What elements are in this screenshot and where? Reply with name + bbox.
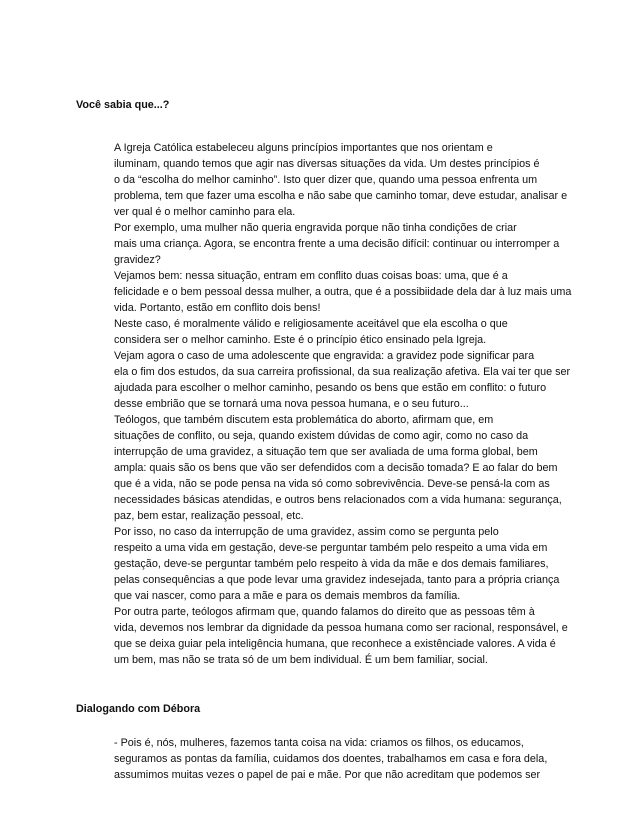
text-line: pelas consequências a que pode levar uma gravidez indesejada, tanto para a própria criança: [114, 574, 560, 586]
text-line: o da “escolha do melhor caminho”. Isto quer dizer que, quando uma pessoa enfrenta um: [114, 174, 538, 186]
paragraph: [76, 316, 564, 348]
text-line: problema, tem que fazer uma escolha e não sabe que caminho tomar, deve estudar, analisar e: [114, 190, 568, 202]
section-heading-voce-sabia: Você sabia que...?: [76, 99, 170, 111]
paragraph: [76, 524, 564, 604]
paragraph: [76, 604, 568, 668]
text-line: vida, devemos nos lembrar da dignidade da pessoa humana como ser racional, responsável, e: [114, 622, 568, 634]
paragraph: [76, 140, 568, 220]
text-line: que é a vida, não se pode pensa na vida só como sobrevivência. Deve-se pensá-la com as: [114, 478, 550, 490]
text-line: ajudada para escolher o melhor caminho, pesando os bens que estão em conflito: o futuro: [114, 382, 547, 394]
text-line: vida. Portanto, estão em conflito dois bens!: [114, 302, 321, 314]
text-line: ela o fim dos estudos, da sua carreira profissional, da sua realização afetiva. Ela vai ter que ser: [114, 366, 571, 378]
text-line: necessidades básicas atendidas, e outros bens relacionados com a vida humana: segurança,: [114, 494, 562, 506]
text-line: - Pois é, nós, mulheres, fazemos tanta coisa na vida: criamos os filhos, os educamos,: [114, 737, 524, 749]
section-body-dialogando: [76, 735, 564, 783]
text-line: gestação, deve-se perguntar também pelo respeito à vida da mãe e dos demais familiares,: [114, 558, 549, 570]
text-line: interrupção de uma gravidez, a situação tem que ser avaliada de uma forma global, bem: [114, 446, 538, 458]
section-heading-dialogando: Dialogando com Débora: [76, 703, 201, 715]
paragraph: [76, 735, 564, 783]
document-page: [76, 98, 572, 783]
text-line: paz, bem estar, realização pessoal, etc.: [114, 510, 304, 522]
paragraph: [76, 268, 572, 316]
text-line: assumimos muitas vezes o papel de pai e mãe. Por que não acreditam que podemos ser: [114, 769, 541, 781]
paragraph: [76, 348, 571, 412]
paragraph: [76, 220, 564, 268]
paragraph: [76, 412, 564, 524]
text-line: Teólogos, que também discutem esta problemática do aborto, afirmam que, em: [114, 414, 494, 426]
text-line: Por outra parte, teólogos afirmam que, quando falamos do direito que as pessoas têm à: [114, 606, 535, 618]
text-line: iluminam, quando temos que agir nas diversas situações da vida. Um destes princípios é: [114, 158, 540, 170]
text-line: felicidade e o bem pessoal dessa mulher, a outra, que é a possibiidade dela dar à luz mais uma: [114, 286, 572, 298]
section-body-voce-sabia: [76, 140, 572, 668]
text-line: Por isso, no caso da interrupção de uma gravidez, assim como se pergunta pelo: [114, 526, 499, 538]
text-line: Vejam agora o caso de uma adolescente que engravida: a gravidez pode significar para: [114, 350, 535, 362]
text-line: situações de conflito, ou seja, quando existem dúvidas de como agir, como no caso da: [114, 430, 529, 442]
text-line: Vejamos bem: nessa situação, entram em conflito duas coisas boas: uma, que é a: [114, 270, 508, 282]
text-line: ver qual é o melhor caminho para ela.: [114, 206, 296, 218]
text-line: gravidez?: [114, 254, 161, 266]
text-line: Neste caso, é moralmente válido e religiosamente aceitável que ela escolha o que: [114, 318, 508, 330]
text-line: ampla: quais são os bens que vão ser defendidos com a decisão tomada? E ao falar do bem: [114, 462, 558, 474]
text-line: que vai nascer, como para a mãe e para os demais membros da família.: [114, 590, 461, 602]
text-line: A Igreja Católica estabeleceu alguns princípios importantes que nos orientam e: [114, 142, 493, 154]
text-line: que se deixa guiar pela inteligência humana, que reconhece a existênciade valores. A vida é: [114, 638, 556, 650]
text-line: seguramos as pontas da família, cuidamos dos doentes, trabalhamos em casa e fora dela,: [114, 753, 548, 765]
text-line: Por exemplo, uma mulher não queria engravida porque não tinha condições de criar: [114, 222, 517, 234]
text-line: respeito a uma vida em gestação, deve-se perguntar também pelo respeito a uma vida em: [114, 542, 548, 554]
text-line: desse embrião que se tornará uma nova pessoa humana, e o seu futuro...: [114, 398, 469, 410]
text-line: considera ser o melhor caminho. Este é o princípio ético ensinado pela Igreja.: [114, 334, 487, 346]
text-line: um bem, mas não se trata só de um bem individual. É um bem familiar, social.: [114, 654, 488, 666]
text-line: mais uma criança. Agora, se encontra frente a uma decisão difícil: continuar ou interromper a: [114, 238, 560, 250]
